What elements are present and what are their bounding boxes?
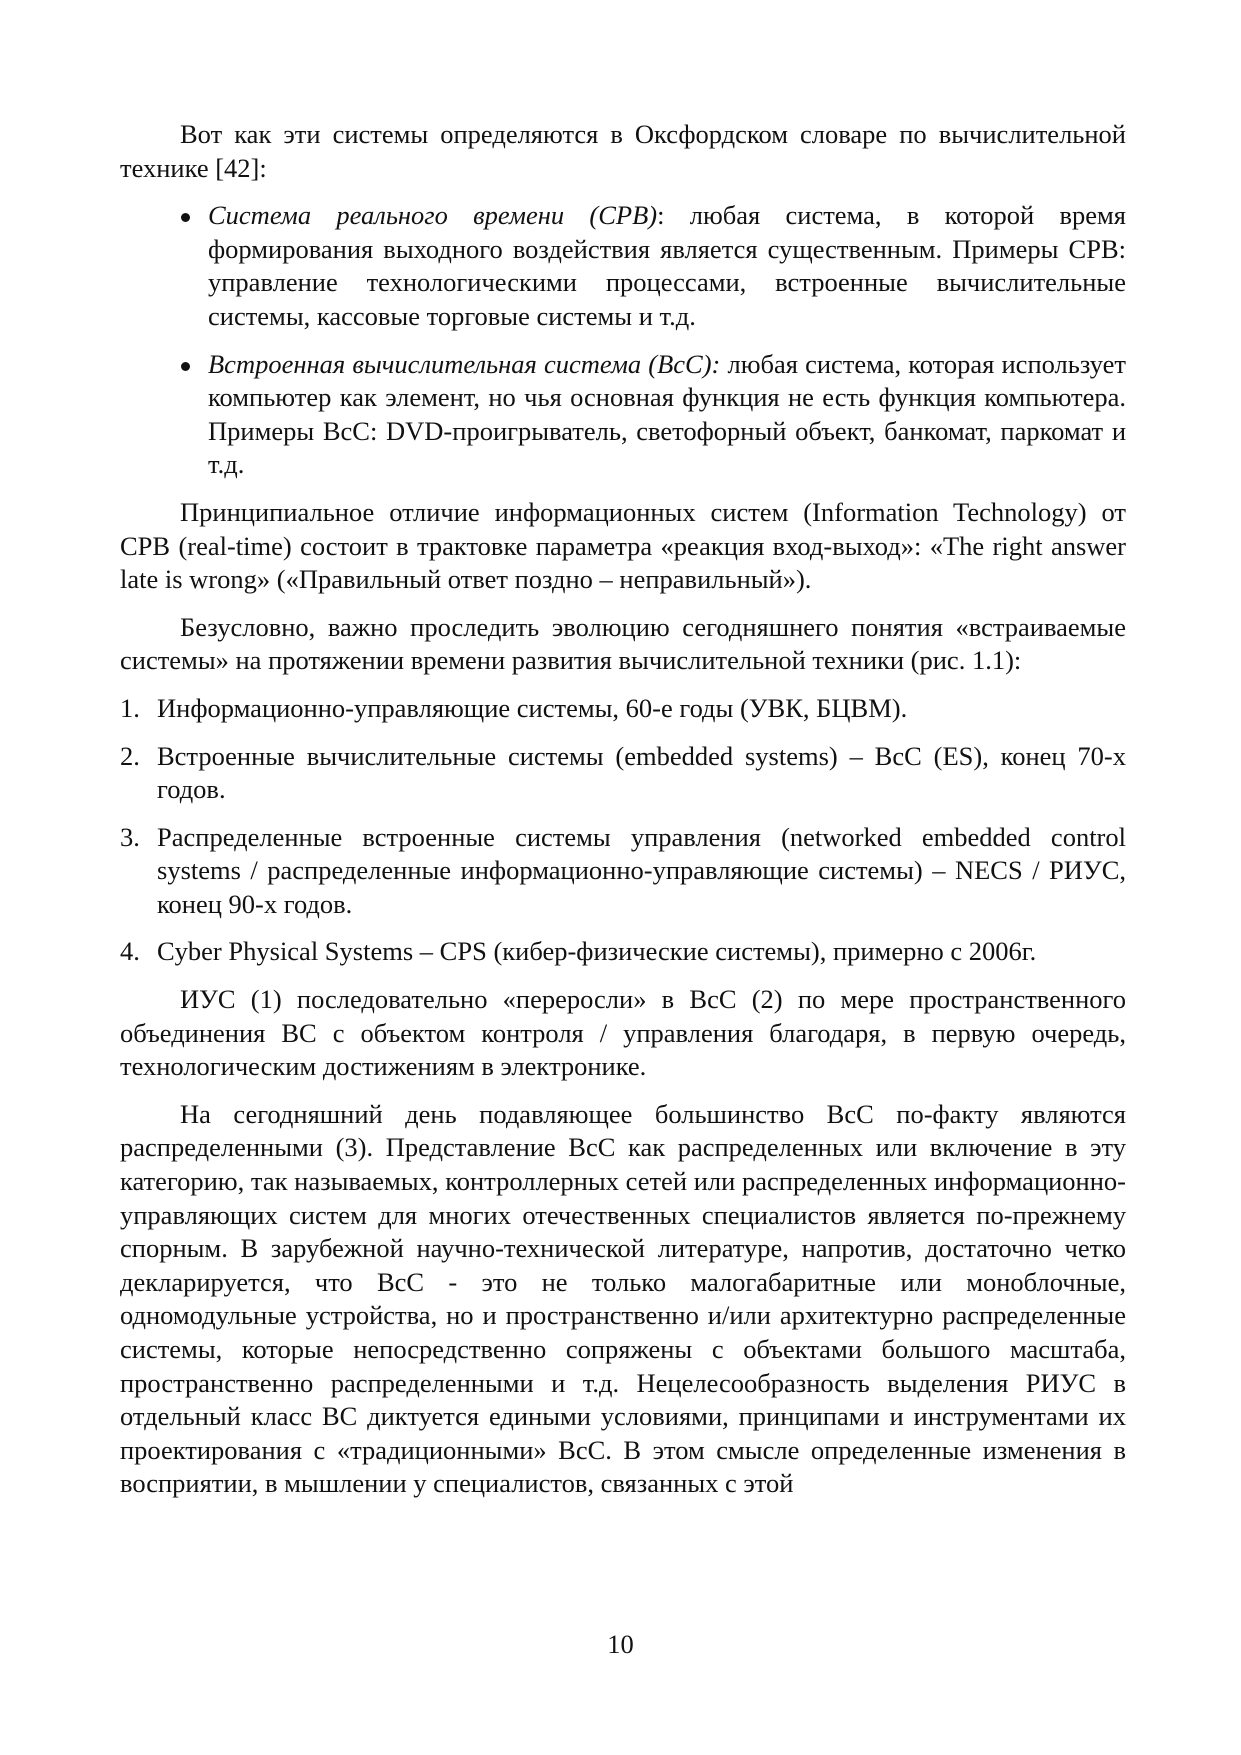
stage-item bbox=[120, 935, 1126, 969]
stage-number: 1. bbox=[120, 692, 140, 723]
stage-number: 2. bbox=[120, 740, 140, 771]
stage-text: Cyber Physical Systems – CPS (кибер-физические системы), примерно с 2006г. bbox=[157, 936, 1037, 967]
stage-text: Распределенные встроенные системы управления (networked embedded control systems / распределенные информационно-управляющие системы) – NECS / РИУС, конец 90-х годов. bbox=[157, 821, 1126, 919]
stage-number: 4. bbox=[120, 936, 140, 967]
stage-text: Встроенные вычислительные системы (embedded systems) – ВсС (ES), конец 70-х годов. bbox=[157, 740, 1126, 805]
stage-item bbox=[120, 692, 1126, 726]
definition-item-embedded bbox=[120, 348, 1126, 482]
evolution-paragraph: Безусловно, важно проследить эволюцию сегодняшнего понятия «встраиваемые системы» на протяжении времени развития вычислительной техники (рис. 1.1): bbox=[120, 611, 1126, 676]
page-number: 10 bbox=[607, 1629, 634, 1659]
difference-paragraph: Принципиальное отличие информационных систем (Information Technology) от СРВ (real-time) состоит в трактовке параметра «реакция вход-выход»: «The right answer late is wrong» («Правильный ответ поздно – неправильный»). bbox=[120, 496, 1126, 595]
bullet-icon bbox=[181, 213, 190, 222]
intro-paragraph: Вот как эти системы определяются в Оксфордском словаре по вычислительной технике [42]: bbox=[120, 119, 1126, 183]
definition-item-rts bbox=[120, 199, 1126, 333]
stage-item bbox=[120, 821, 1126, 922]
definition-term: Система реального времени (СРВ) bbox=[208, 200, 658, 231]
page-body bbox=[120, 118, 1126, 1501]
definition-text: любая система, которая использует компьютер как элемент, но чья основная функция не есть функция компьютера. Примеры ВсС: DVD-проигрыватель, светофорный объект, банкомат, паркомат и т.д. bbox=[208, 348, 1126, 480]
today-paragraph: На сегодняшний день подавляющее большинство ВсС по-факту являются распределенными (3). Представление ВсС как распределенных или включение в эту категорию, так называемых, контроллерных сетей или распределенных информационно-управляющих систем для многих отечественных специалистов является по-прежнему спорным. В зарубежной научно-технической литературе, напротив, достаточно четко декларируется, что ВсС - это не только малогабаритные или моноблочные, одномодульные устройства, но и пространственно и/или архитектурно распределенные системы, которые непосредственно сопряжены с объектами большого масштаба, пространственно распределенными и т.д. Нецелесообразность выделения РИУС в отдельный класс ВС диктуется едиными условиями, принципами и инструментами их проектирования с «традиционными» ВсС. В этом смысле определенные изменения в восприятии, в мышлении у специалистов, связанных с этой bbox=[120, 1098, 1126, 1499]
stage-number: 3. bbox=[120, 821, 140, 852]
bullet-icon bbox=[181, 362, 190, 371]
stage-item bbox=[120, 740, 1126, 807]
definition-text: : любая система, в которой время формирования выходного воздействия является существенным. Примеры СРВ: управление технологическими процессами, встроенные вычислительные системы, кассовые торговые системы и т.д. bbox=[208, 200, 1126, 331]
stage-text: Информационно-управляющие системы, 60-е годы (УВК, БЦВМ). bbox=[157, 692, 908, 723]
definitions-list bbox=[120, 199, 1126, 482]
ius-paragraph: ИУС (1) последовательно «переросли» в ВсС (2) по мере пространственного объединения ВС с объектом контроля / управления благодаря, в первую очередь, технологическим достижениям в электронике. bbox=[120, 984, 1126, 1082]
definition-term: Встроенная вычислительная система (ВсС): bbox=[208, 348, 721, 379]
evolution-stages-list bbox=[120, 692, 1126, 969]
